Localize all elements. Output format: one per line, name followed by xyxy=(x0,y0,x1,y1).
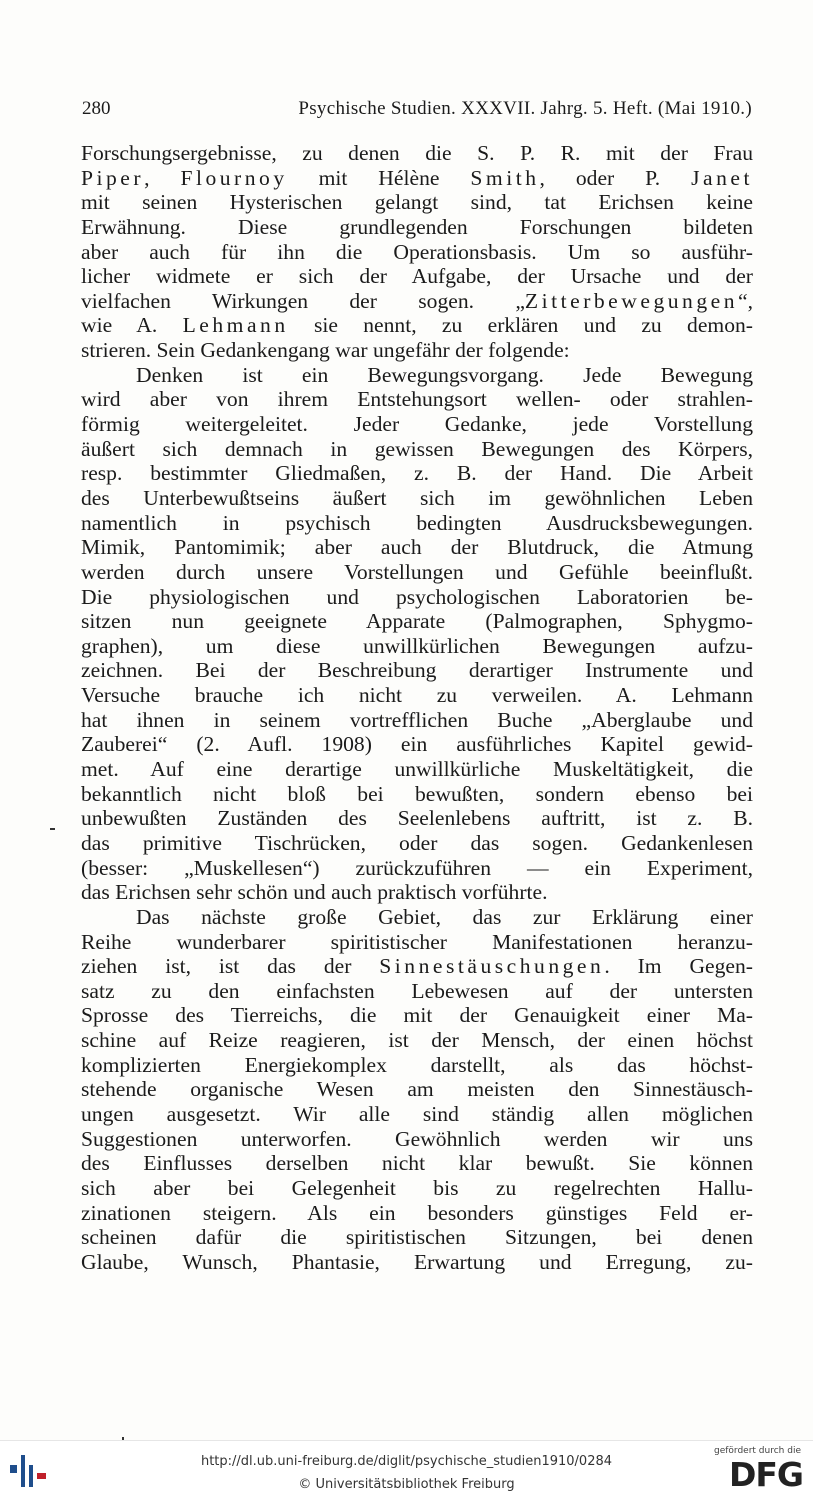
text-segment: , oder P. xyxy=(539,165,692,190)
text-line: wird aber von ihrem Entstehungsort wellen- oder strahlen- xyxy=(81,387,753,412)
body-text xyxy=(81,141,753,1274)
text-line: Sprosse des Tierreichs, die mit der Genauigkeit einer Ma- xyxy=(81,1003,753,1028)
text-line: strieren. Sein Gedankengang war ungefähr der folgende: xyxy=(81,338,570,363)
text-line: zinationen steigern. Als ein besonders günstiges Feld er- xyxy=(81,1200,753,1225)
text-line: komplizierten Energiekomplex darstellt, als das höchst- xyxy=(81,1052,753,1077)
text-line: ungen ausgesetzt. Wir alle sind ständig allen möglichen xyxy=(81,1101,753,1126)
text-line: licher widmete er sich der Aufgabe, der Ursache und der xyxy=(81,264,753,289)
text-line: Erwähnung. Diese grundlegenden Forschungen bildeten xyxy=(81,214,753,239)
text-line: Suggestionen unterworfen. Gewöhnlich werden wir uns xyxy=(81,1126,753,1151)
text-line: aber auch für ihn die Operationsbasis. Um so ausführ- xyxy=(81,239,753,264)
spaced-emphasis: Flournoy xyxy=(180,165,288,190)
margin-mark xyxy=(50,828,55,830)
text-segment: sie nennt, zu erklären und zu demon- xyxy=(288,313,753,338)
text-line: sitzen nun geeignete Apparate (Palmographen, Sphygmo- xyxy=(81,609,753,634)
text-line: Denken ist ein Bewegungsvorgang. Jede Bewegung xyxy=(136,362,753,387)
spaced-emphasis: Sinnestäuschungen xyxy=(379,954,605,979)
text-line: mit seinen Hysterischen gelangt sind, tat Erichsen keine xyxy=(81,190,753,215)
text-line xyxy=(81,289,753,314)
text-line: Forschungsergebnisse, zu denen die S. P. R. mit der Frau xyxy=(81,141,753,165)
text-line: stehende organische Wesen am meisten den Sinnestäusch- xyxy=(81,1077,753,1102)
text-line: schine auf Reize reagieren, ist der Mensch, der einen höchst xyxy=(81,1028,753,1053)
text-line: graphen), um diese unwillkürlichen Bewegungen aufzu- xyxy=(81,633,753,658)
text-line: Mimik, Pantomimik; aber auch der Blutdruck, die Atmung xyxy=(81,535,753,560)
text-line: scheinen dafür die spiritistischen Sitzungen, bei denen xyxy=(81,1225,753,1250)
text-line: hat ihnen in seinem vortrefflichen Buche „Aberglaube und xyxy=(81,707,753,732)
funding-note: gefördert durch die xyxy=(714,1446,801,1456)
text-line: Das nächste große Gebiet, das zur Erklärung einer xyxy=(136,904,753,929)
text-line: Die physiologischen und psychologischen Laboratorien be- xyxy=(81,584,753,609)
spaced-emphasis: Smith xyxy=(470,165,540,190)
text-line: unbewußten Zuständen des Seelenlebens auftritt, ist z. B. xyxy=(81,806,753,831)
source-url[interactable]: http://dl.ub.uni-freiburg.de/diglit/psychische_studien1910/0284 xyxy=(200,1454,613,1469)
copyright-notice: © Universitätsbibliothek Freiburg xyxy=(298,1477,515,1492)
text-segment: , xyxy=(144,165,181,190)
text-line: namentlich in psychisch bedingten Ausdrucksbewegungen. xyxy=(81,510,753,535)
text-line: sich aber bei Gelegenheit bis zu regelrechten Hallu- xyxy=(81,1175,753,1200)
running-title: Psychische Studien. XXXVII. Jahrg. 5. Heft. (Mai 1910.) xyxy=(298,98,752,119)
text-segment: “, xyxy=(738,288,753,313)
text-line: werden durch unsere Vorstellungen und Gefühle beeinflußt. xyxy=(81,559,753,584)
text-line xyxy=(81,166,753,191)
text-line xyxy=(81,954,753,979)
viewer-footer xyxy=(0,1440,813,1499)
page-header xyxy=(82,96,752,122)
text-line: das Erichsen sehr schön und auch praktisch vorführte. xyxy=(81,880,548,905)
spaced-emphasis: Piper xyxy=(81,165,145,190)
text-line: bekanntlich nicht bloß bei bewußten, sondern ebenso bei xyxy=(81,781,753,806)
text-segment: . Im Gegen- xyxy=(604,954,753,979)
text-line: zeichnen. Bei der Beschreibung derartiger Instrumente und xyxy=(81,658,753,683)
text-line: Glaube, Wunsch, Phantasie, Erwartung und Erregung, zu- xyxy=(81,1249,753,1274)
text-line: äußert sich demnach in gewissen Bewegungen des Körpers, xyxy=(81,436,753,461)
text-segment: mit Hélène xyxy=(287,165,471,190)
text-segment: vielfachen Wirkungen der sogen. „ xyxy=(81,288,525,313)
dfg-logo: DFG xyxy=(728,1455,803,1494)
page-number: 280 xyxy=(82,98,111,119)
text-line: satz zu den einfachsten Lebewesen auf der untersten xyxy=(81,978,753,1003)
text-line: Zauberei“ (2. Aufl. 1908) ein ausführliches Kapitel gewid- xyxy=(81,732,753,757)
spaced-emphasis: Zitterbewegungen xyxy=(524,288,739,313)
text-line: met. Auf eine derartige unwillkürliche Muskeltätigkeit, die xyxy=(81,757,753,782)
text-segment: wie A. xyxy=(81,313,183,338)
text-line: förmig weitergeleitet. Jeder Gedanke, jede Vorstellung xyxy=(81,412,753,437)
spaced-emphasis: Lehmann xyxy=(182,313,289,338)
text-line: des Unterbewußtseins äußert sich im gewöhnlichen Leben xyxy=(81,485,753,510)
text-line xyxy=(81,313,753,338)
text-line: Versuche brauche ich nicht zu verweilen. A. Lehmann xyxy=(81,683,753,708)
text-segment: ziehen ist, ist das der xyxy=(81,954,380,979)
text-line: des Einflusses derselben nicht klar bewußt. Sie können xyxy=(81,1151,753,1176)
text-line: resp. bestimmter Gliedmaßen, z. B. der Hand. Die Arbeit xyxy=(81,461,753,486)
text-line: Reihe wunderbarer spiritistischer Manifestationen heranzu- xyxy=(81,929,753,954)
text-line: (besser: „Muskellesen“) zurückzuführen — ein Experiment, xyxy=(81,855,753,880)
text-line: das primitive Tischrücken, oder das sogen. Gedankenlesen xyxy=(81,830,753,855)
spaced-emphasis: Janet xyxy=(691,165,753,190)
